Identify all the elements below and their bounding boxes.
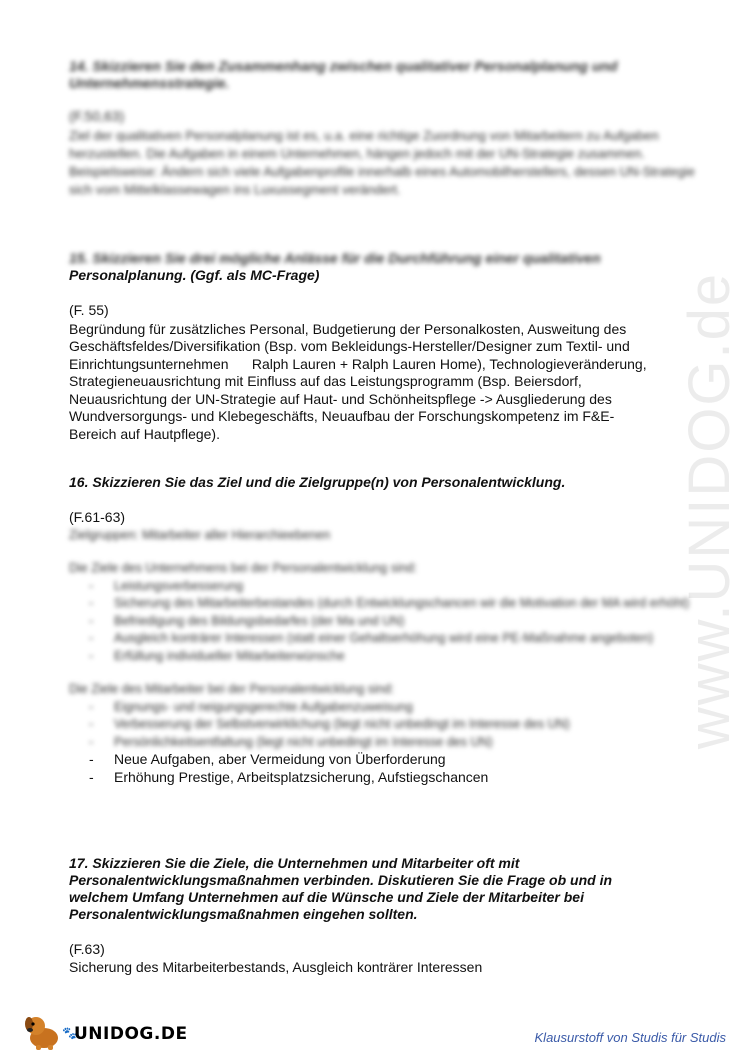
answer-line: Neuausrichtung der UN-Strategie auf Haut- und Schönheitspflege -> Ausgliederung des (69, 390, 612, 407)
answer-line: Begründung für zusätzliches Personal, Budgetierung der Personalkosten, Ausweitung des (69, 320, 627, 337)
list-item: - Eignungs- und neigungsgerechte Aufgabenzuweisung (69, 699, 699, 717)
answer-line: Wundversorgungs- und Klebegeschäfts, Neuaufbau der Forschungskompetenz im F&E- (69, 408, 615, 424)
question-16-blurred-block (69, 527, 699, 752)
question-15 (69, 250, 699, 443)
watermark-text: www.UNIDOG.de (677, 271, 743, 749)
question-17-answer: Sicherung des Mitarbeiterbestands, Ausgleich konträrer Interessen (69, 958, 483, 975)
question-17-title-line: Personalentwicklungsmaßnahmen eingehen sollten. (69, 906, 418, 922)
mitarbeiter-goals-list-blurred (69, 699, 699, 752)
question-14-answer: Ziel der qualitativen Personalplanung ist es, u.a. eine richtige Zuordnung von Mitarbeitern zu Aufgaben herzustellen. Die Aufgaben in einem Unternehmen, hängen jedoch mit der UN-Strategie zusammen. Beispielsweise: Ändern sich viele Aufgabenprofile innerhalb eines Automobilherstellers, dessen UN-Strategie sich vom Mittelklassewagen ins Luxussegment verändert. (69, 127, 695, 197)
footer-tagline: Klausurstoff von Studis für Studis (534, 1030, 726, 1045)
question-17-ref: (F.63) (69, 941, 105, 957)
mitarbeiter-goals-list-visible (69, 751, 699, 786)
question-14-title: 14. Skizzieren Sie den Zusammenhang zwischen qualitativer Personalplanung und Unternehmensstrategie. (69, 58, 618, 91)
question-15-title: Personalplanung. (Ggf. als MC-Frage) (69, 267, 320, 283)
answer-line: Bereich auf Hautpflege). (69, 425, 220, 442)
list-item: - Persönlichkeitsentfaltung (liegt nicht unbedingt im Interesse des UN) (69, 734, 699, 752)
question-16 (69, 474, 699, 786)
question-14 (69, 58, 699, 199)
answer-line: Strategieneuausrichtung mit Einfluss auf das Leistungsprogramm (Bsp. Beiersdorf, (69, 373, 582, 389)
list-item: - Erhöhung Prestige, Arbeitsplatzsicherung, Aufstiegschancen (69, 769, 699, 787)
answer-line: Einrichtungsunternehmen Ralph Lauren + Ralph Lauren Home), Technologieveränderung, (69, 355, 647, 372)
unternehmen-goals-heading: Die Ziele des Unternehmens bei der Personalentwicklung sind: (69, 561, 418, 575)
question-15-title-blurred: 15. Skizzieren Sie drei mögliche Anlässe für die Durchführung einer qualitativen (69, 250, 601, 266)
list-item: - Erfüllung individueller Mitarbeiterwünsche (69, 648, 699, 666)
question-17 (69, 855, 699, 976)
question-16-ref: (F.61-63) (69, 509, 126, 525)
list-item: - Leistungsverbesserung (69, 578, 699, 596)
logo-text: UNIDOG.DE (74, 1024, 188, 1044)
question-17-title-line: 17. Skizzieren Sie die Ziele, die Unternehmen und Mitarbeiter oft mit (69, 855, 520, 871)
paw-icon: 🐾 (62, 1026, 77, 1040)
list-item: - Befriedigung des Bildungsbedarfes (der Ma und UN) (69, 613, 699, 631)
unternehmen-goals-list (69, 578, 699, 666)
mitarbeiter-goals-heading: Die Ziele des Mitarbeiter bei der Personalentwicklung sind: (69, 682, 395, 696)
question-17-title-line: welchem Umfang Unternehmen auf die Wünsche und Ziele der Mitarbeiter bei (69, 889, 584, 905)
question-16-title: 16. Skizzieren Sie das Ziel und die Zielgruppe(n) von Personalentwicklung. (69, 474, 566, 490)
list-item: - Ausgleich konträrer Interessen (statt einer Gehaltserhöhung wird eine PE-Maßnahme angeboten) (69, 630, 699, 648)
question-15-answer (69, 321, 699, 444)
list-item: - Verbesserung der Selbstverwirklichung (liegt nicht unbedingt im Interesse des UN) (69, 716, 699, 734)
list-item: - Neue Aufgaben, aber Vermeidung von Überforderung (69, 751, 699, 769)
answer-line: Geschäftsfeldes/Diversifikation (Bsp. vom Bekleidungs-Hersteller/Designer zum Textil- und (69, 338, 630, 354)
question-15-ref: (F. 55) (69, 302, 109, 318)
unidog-logo (22, 1012, 188, 1052)
question-14-ref: (F.50,63) (69, 108, 125, 124)
list-item: - Sicherung des Mitarbeiterbestandes (durch Entwicklungschancen wir die Motivation der MA wird erhöht) (69, 595, 699, 613)
question-17-title-line: Personalentwicklungsmaßnahmen verbinden. Diskutieren Sie die Frage ob und in (69, 872, 613, 888)
zielgruppen-text: Zielgruppen: Mitarbeiter aller Hierarchieebenen (69, 527, 331, 542)
